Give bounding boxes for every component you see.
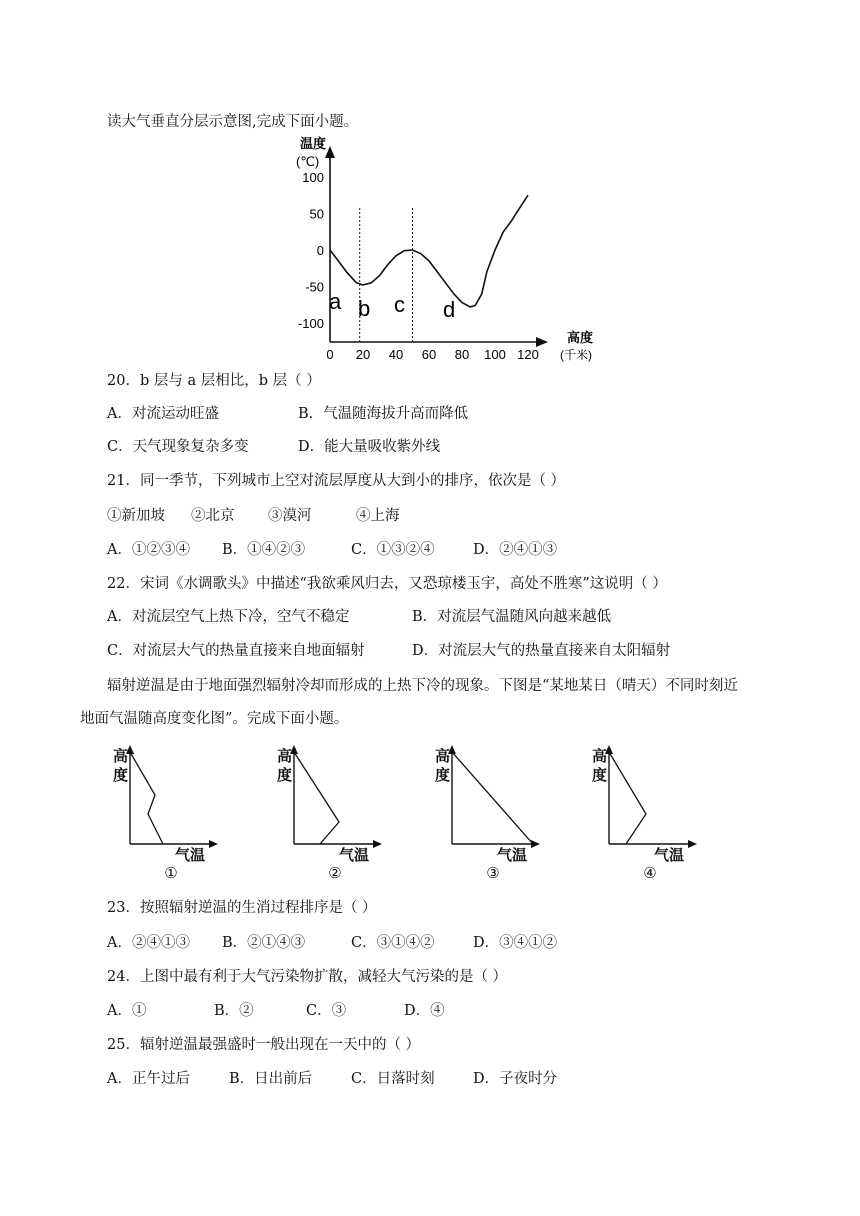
x-tick-label: 60 — [421, 347, 437, 362]
fig-x-label: 气温 — [654, 846, 685, 864]
intro-text-1: 读大气垂直分层示意图,完成下面小题。 — [107, 114, 359, 130]
q20-option-a: A．对流运动旺盛 — [107, 406, 219, 422]
q25-option-c: C．日落时刻 — [351, 1071, 435, 1087]
intro-text-2-line1: 辐射逆温是由于地面强烈辐射冷却而形成的上热下冷的现象。下图是“某地某日（晴天）不同时刻近 — [107, 678, 738, 694]
x-tick-label: 80 — [454, 347, 470, 362]
y-tick-label: -50 — [305, 279, 324, 295]
fig-temperature-line — [452, 752, 533, 844]
x-tick-label: 120 — [517, 347, 539, 362]
layer-label-c: c — [394, 292, 405, 317]
x-tick-label: 20 — [355, 347, 371, 362]
q22-option-d: D．对流层大气的热量直接来自太阳辐射 — [412, 643, 671, 659]
fig-caption-3: ③ — [486, 864, 500, 882]
q21-item-3: ③漠河 — [268, 508, 312, 524]
fig-x-arrow — [688, 840, 697, 848]
fig-x-label: 气温 — [175, 846, 206, 864]
q24-option-d: D．④ — [404, 1003, 445, 1019]
q21-option-b: B．①④②③ — [222, 542, 306, 558]
q25-option-b: B．日出前后 — [229, 1071, 313, 1087]
q23-stem: 23．按照辐射逆温的生消过程排序是（ ） — [107, 900, 377, 916]
fig-temperature-line — [609, 752, 646, 844]
q24-option-a: A．① — [107, 1003, 147, 1019]
q22-stem: 22．宋词《水调歌头》中描述“我欲乘风归去，又恐琼楼玉宇，高处不胜寒”这说明（ ） — [107, 576, 667, 592]
y-axis-label-line2: (℃) — [296, 154, 320, 169]
fig-y-label-bottom: 度 — [277, 766, 293, 784]
q23-option-a: A．②④①③ — [107, 935, 190, 951]
q25-option-a: A．正午过后 — [107, 1071, 190, 1087]
q20-option-d: D．能大量吸收紫外线 — [298, 439, 441, 455]
inversion-figure-1 — [113, 744, 223, 854]
atmosphere-layer-chart — [280, 132, 600, 368]
x-axis-label-line2: (千米) — [560, 348, 592, 362]
inversion-figure-2 — [277, 744, 387, 854]
q21-item-4: ④上海 — [356, 508, 400, 524]
q21-option-a: A．①②③④ — [107, 542, 190, 558]
layer-label-a: a — [329, 289, 342, 314]
q20-option-b: B．气温随海拔升高而降低 — [298, 406, 469, 422]
fig-y-label-top: 高 — [113, 747, 129, 765]
x-tick-label: 100 — [484, 347, 506, 362]
fig-x-arrow — [373, 840, 382, 848]
fig-y-label-top: 高 — [277, 747, 293, 765]
q24-stem: 24．上图中最有利于大气污染物扩散，减轻大气污染的是（ ） — [107, 969, 508, 985]
x-axis-label-line1: 高度 — [567, 330, 594, 345]
y-tick-label: 0 — [316, 243, 324, 258]
y-axis-label-line1: 温度 — [300, 136, 327, 151]
q22-option-a: A．对流层空气上热下冷，空气不稳定 — [107, 609, 350, 625]
fig-temperature-line — [130, 752, 163, 844]
intro-text-2-line2: 地面气温随高度变化图”。完成下面小题。 — [80, 711, 349, 727]
layer-label-b: b — [358, 296, 371, 321]
x-tick-label: 0 — [326, 347, 334, 362]
fig-x-label: 气温 — [339, 846, 370, 864]
fig-caption-1: ① — [164, 864, 178, 882]
x-tick-label: 40 — [388, 347, 404, 362]
q22-option-b: B．对流层气温随风向越来越低 — [412, 609, 612, 625]
q22-option-c: C．对流层大气的热量直接来自地面辐射 — [107, 643, 365, 659]
q23-option-b: B．②①④③ — [222, 935, 306, 951]
q25-stem: 25．辐射逆温最强盛时一般出现在一天中的（ ） — [107, 1037, 421, 1053]
q24-option-b: B．② — [214, 1003, 254, 1019]
y-axis-arrow — [325, 146, 335, 158]
q24-option-c: C．③ — [306, 1003, 347, 1019]
fig-y-label-bottom: 度 — [435, 766, 451, 784]
fig-y-label-bottom: 度 — [113, 766, 129, 784]
inversion-figure-3 — [435, 744, 545, 854]
q20-option-c: C．天气现象复杂多变 — [107, 439, 249, 455]
fig-y-label-bottom: 度 — [592, 766, 608, 784]
fig-x-arrow — [209, 840, 218, 848]
q20-stem: 20．b 层与 a 层相比，b 层（ ） — [107, 373, 321, 389]
q23-option-c: C．③①④② — [351, 935, 435, 951]
fig-x-label: 气温 — [497, 846, 528, 864]
q21-item-1: ①新加坡 — [107, 508, 165, 524]
fig-caption-4: ④ — [643, 864, 657, 882]
q21-option-d: D．②④①③ — [473, 542, 558, 558]
y-tick-label: -100 — [297, 316, 324, 331]
y-tick-label: 50 — [309, 206, 324, 222]
q21-stem: 21．同一季节，下列城市上空对流层厚度从大到小的排序，依次是（ ） — [107, 473, 566, 489]
fig-y-label-top: 高 — [435, 747, 451, 765]
fig-temperature-line — [294, 752, 339, 844]
q25-option-d: D．子夜时分 — [473, 1071, 558, 1087]
fig-caption-2: ② — [328, 864, 342, 882]
inversion-figure-4 — [592, 744, 702, 854]
q21-item-2: ②北京 — [191, 508, 235, 524]
q21-option-c: C．①③②④ — [351, 542, 435, 558]
fig-y-label-top: 高 — [592, 747, 608, 765]
layer-label-d: d — [443, 297, 456, 322]
q23-option-d: D．③④①② — [473, 935, 558, 951]
x-axis-arrow — [536, 337, 548, 347]
y-tick-label: 100 — [302, 170, 324, 185]
